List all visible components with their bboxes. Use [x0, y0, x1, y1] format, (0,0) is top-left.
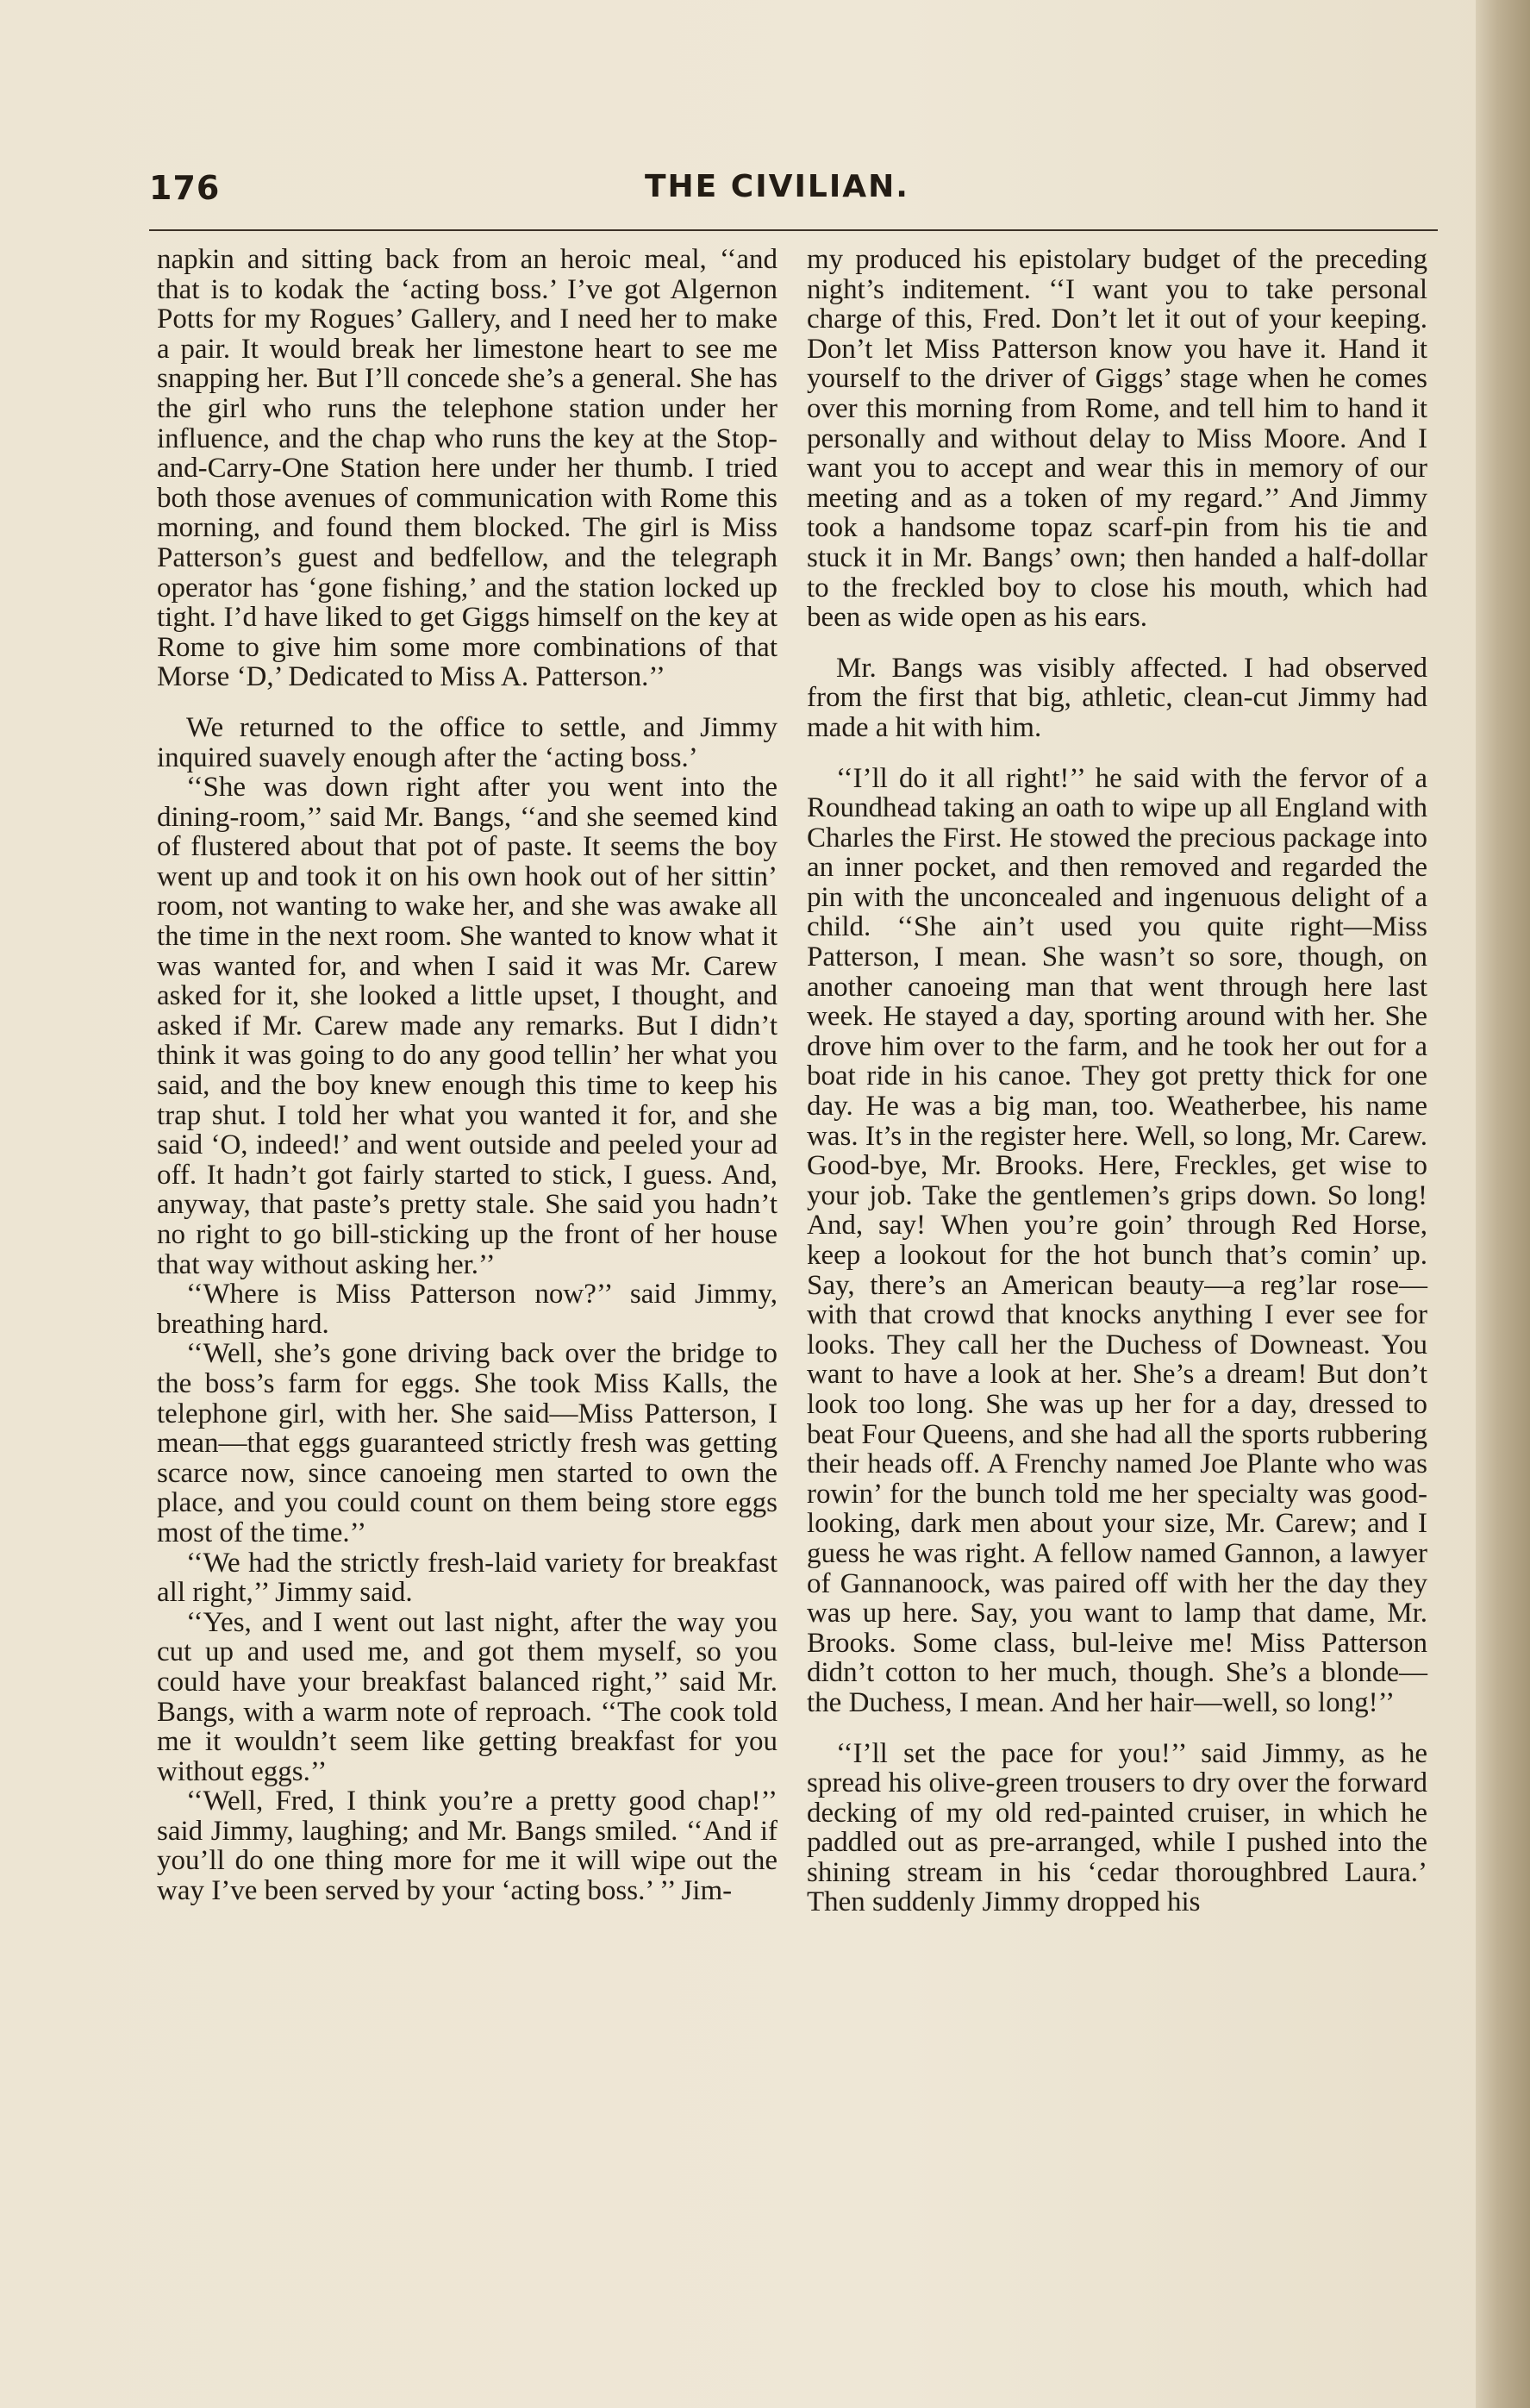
paragraph: ‘‘Well, she’s gone driving back over the bridge to the boss’s farm for eggs. She took Miss Kalls, the telephone girl, with her. She said—Miss Patterson, I mean—that eggs guaranteed strictly fresh was getting scarce now, since canoeing men started to own the place, and you could count on them being store eggs most of the time.’’ — [157, 1338, 777, 1548]
paragraph: ‘‘Where is Miss Patterson now?’’ said Jimmy, breathing hard. — [157, 1279, 777, 1340]
paragraph: ‘‘I’ll do it all right!’’ he said with the fervor of a Roundhead taking an oath to wipe up all England with Charles the First. He stowed the precious package into an inner pocket, and then removed and regarded the pin with the unconcealed and ingenuous delight of a child. ‘‘She ain’t used you quite right—Miss Patterson, I mean. She wasn’t so sore, though, on another canoeing man that went through here last week. He stayed a day, sporting around with her. She drove him over to the farm, and he took her out for a boat ride in his canoe. They got pretty thick for one day. He was a big man, too. Weatherbee, his name was. It’s in the register here. Well, so long, Mr. Carew. Good-bye, Mr. Brooks. Here, Freckles, get wise to your job. Take the gentlemen’s grips down. So long! And, say! When you’re goin’ through Red Horse, keep a lookout for the hot bunch that’s comin’ up. Say, there’s an American beauty—a reg’lar rose—with that crowd that knocks anything I ever see for looks. They call her the Duchess of Downeast. You want to have a look at her. She’s a dream! But don’t look too long. She was up her for a day, dressed to beat Four Queens, and she had all the sports rubbering their heads off. A Frenchy named Joe Plante who was rowin’ for the bunch told me her specialty was good-looking, dark men about your size, Mr. Carew; and I guess he was right. A fellow named Gannon, a lawyer of Gannanoock, was paired off with her the day they was up here. Say, you want to lamp that dame, Mr. Brooks. Some class, bul-leive me! Miss Patterson didn’t cotton to her much, though. She’s a blonde—the Duchess, I mean. And her hair—well, so long!’’ — [807, 762, 1427, 1718]
paragraph: ‘‘I’ll set the pace for you!’’ said Jimmy, as he spread his olive-green trousers to dry over the forward decking of my old red-painted cruiser, in which he paddled out as pre-arranged, while I pushed into the shining stream in his ‘cedar thoroughbred Laura.’ Then suddenly Jimmy dropped his — [807, 1737, 1427, 1918]
paragraph: ‘‘We had the strictly fresh-laid variety for breakfast all right,’’ Jimmy said. — [157, 1547, 777, 1609]
header-rule — [149, 229, 1438, 231]
paragraph: Mr. Bangs was visibly affected. I had observed from the first that big, athletic, clean-cut Jimmy had made a hit with him. — [807, 652, 1427, 743]
left-column — [157, 245, 777, 1906]
paragraph: napkin and sitting back from an heroic meal, ‘‘and that is to kodak the ‘acting boss.’ I’ve got Algernon Potts for my Rogues’ Gallery, and I need her to make a pair. It would break her limestone heart to see me snapping her. But I’ll concede she’s a general. She has the girl who runs the telephone station under her influence, and the chap who runs the key at the Stop-and-Carry-One Station here under her thumb. I tried both those avenues of communication with Rome this morning, and found them blocked. The girl is Miss Patterson’s guest and bedfellow, and the telegraph operator has ‘gone fishing,’ and the station locked up tight. I’d have liked to get Giggs himself on the key at Rome to give him some more combinations of that Morse ‘D,’ Dedicated to Miss A. Patterson.’’ — [157, 244, 777, 693]
paragraph: ‘‘She was down right after you went into the dining-room,’’ said Mr. Bangs, ‘‘and she seemed kind of flustered about that pot of paste. It seems the boy went up and took it on his own hook out of her sittin’ room, not wanting to wake her, and she was awake all the time in the next room. She wanted to know what it was wanted for, and when I said it was Mr. Carew asked for it, she looked a little upset, I thought, and asked if Mr. Carew made any remarks. But I didn’t think it was going to do any good tellin’ her what you said, and the boy knew enough this time to keep his trap shut. I told her what you wanted it for, and she said ‘O, indeed!’ and went outside and peeled your ad off. It hadn’t got fairly started to stick, I guess. And, anyway, that paste’s pretty stale. She said you hadn’t no right to go bill-sticking up the front of her house that way without asking her.’’ — [157, 772, 777, 1280]
page-number: 176 — [149, 169, 221, 207]
paragraph: ‘‘Well, Fred, I think you’re a pretty good chap!’’ said Jimmy, laughing; and Mr. Bangs smiled. ‘‘And if you’ll do one thing more for me it will wipe out the way I’ve been served by your ‘acting boss.’ ’’ Jim- — [157, 1786, 777, 1907]
paragraph: ‘‘Yes, and I went out last night, after the way you cut up and used me, and got them myself, so you could have your breakfast balanced right,’’ said Mr. Bangs, with a warm note of reproach. ‘‘The cook told me it wouldn’t seem like getting breakfast for you without eggs.’’ — [157, 1606, 777, 1787]
book-spine-edge — [1476, 0, 1530, 2408]
right-column — [807, 245, 1427, 1917]
running-title: THE CIVILIAN. — [645, 169, 909, 204]
paragraph: my produced his epistolary budget of the preceding night’s inditement. ‘‘I want you to take personal charge of this, Fred. Don’t let it out of your keeping. Don’t let Miss Patterson know you have it. Hand it yourself to the driver of Giggs’ stage when he comes over this morning from Rome, and tell him to hand it personally and without delay to Miss Moore. And I want you to accept and wear this in memory of our meeting and as a token of my regard.’’ And Jimmy took a handsome topaz scarf-pin from his tie and stuck it in Mr. Bangs’ own; then handed a half-dollar to the freckled boy to close his mouth, which had been as wide open as his ears. — [807, 244, 1427, 634]
paragraph: We returned to the office to settle, and Jimmy inquired suavely enough after the ‘acting boss.’ — [157, 711, 777, 773]
page-header — [149, 164, 1438, 224]
